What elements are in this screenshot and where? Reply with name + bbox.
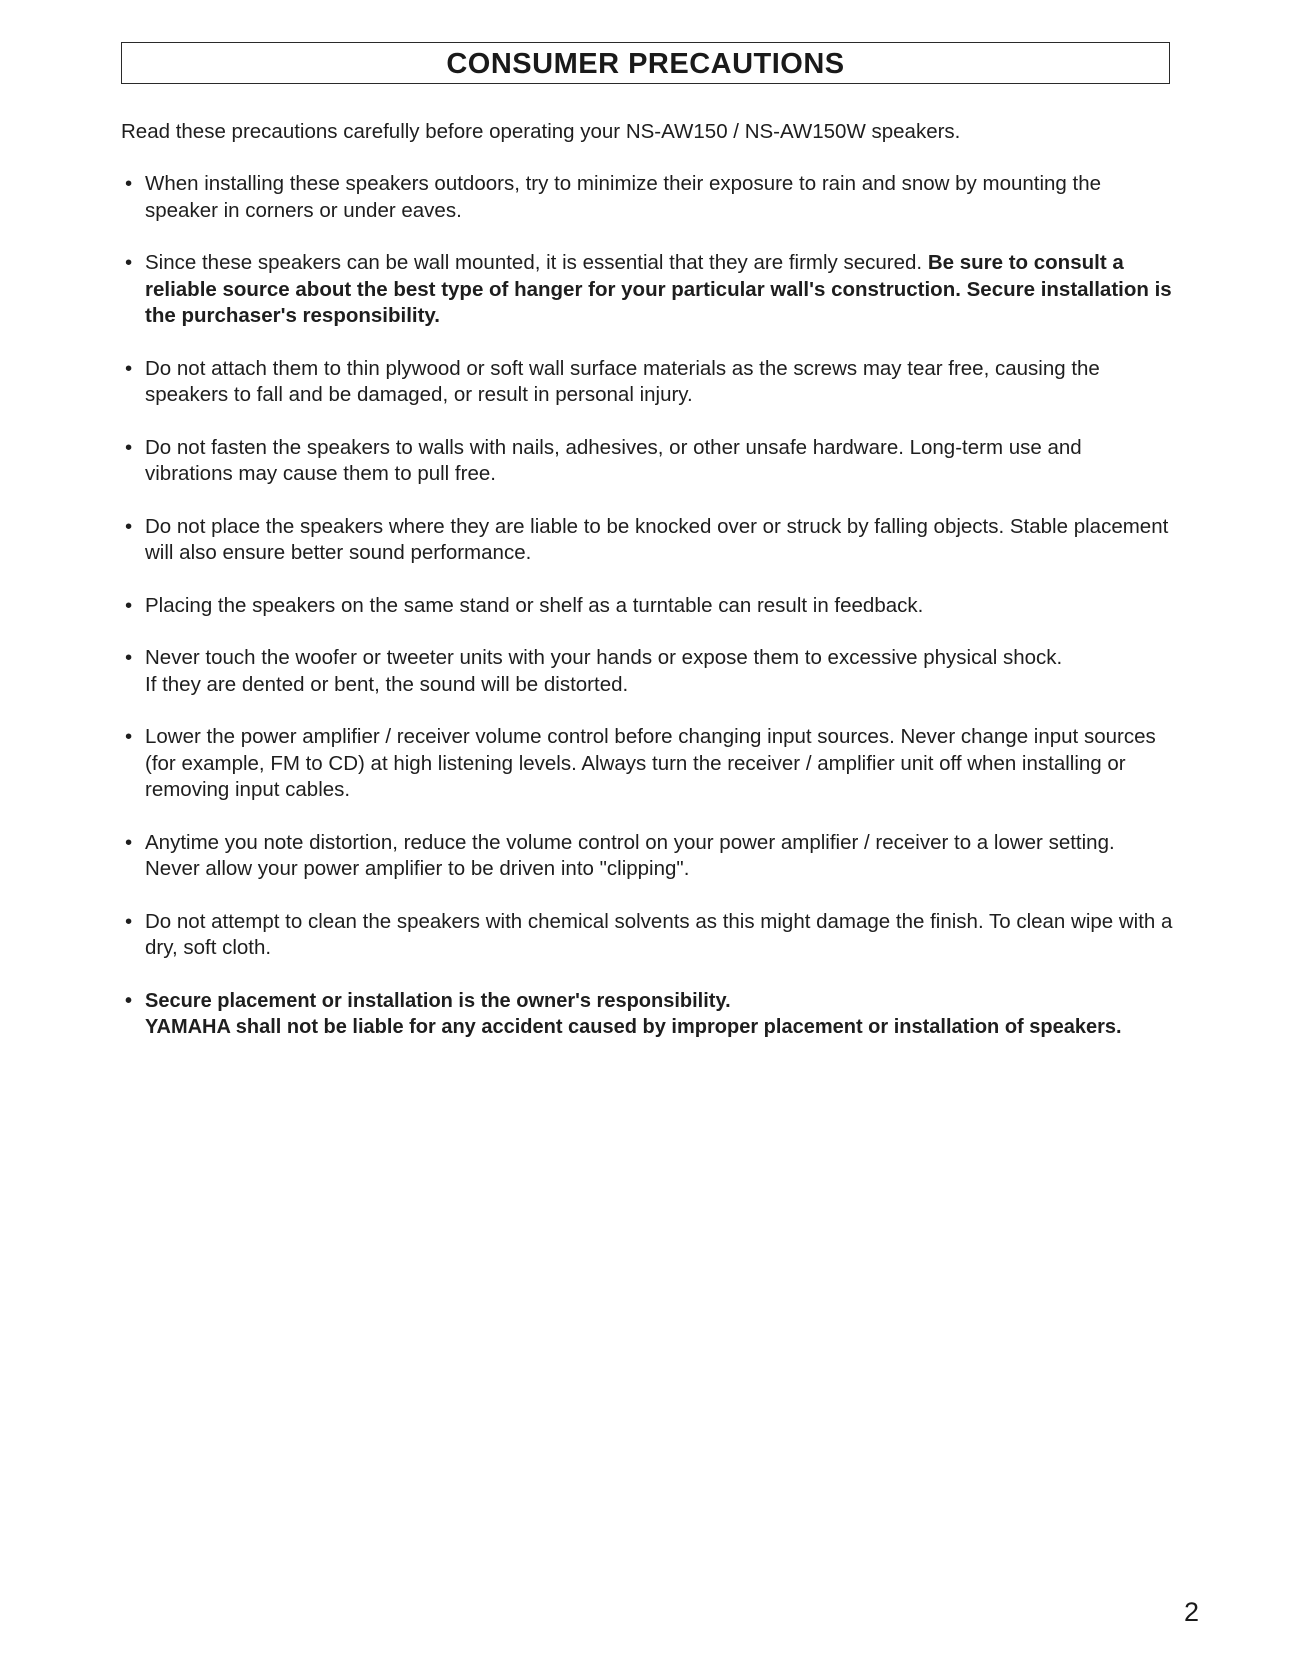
bullet: • [125,989,133,1012]
list-item [125,724,1190,804]
item-text: Since these speakers can be wall mounted, it is essential that they are firmly secured. [145,251,928,274]
list-item [125,171,1175,224]
bullet: • [125,356,133,380]
list-item [125,514,1175,567]
list-item [125,830,1175,883]
item-text: Do not fasten the speakers to walls with nails, adhesives, or other unsafe hardware. Long-term use and vibrations may cause them to pull free. [145,435,1082,485]
item-text: Never touch the woofer or tweeter units with your hands or expose them to excessive physical shock. [145,646,1063,669]
bullet: • [125,251,133,274]
bullet: • [125,514,133,538]
bullet: • [125,725,133,748]
item-text: Placing the speakers on the same stand or shelf as a turntable can result in feedback. [145,593,924,617]
list-item [125,250,1175,330]
bullet: • [125,435,133,459]
bullet: • [125,830,133,854]
list-item [125,356,1175,409]
list-item [125,645,1245,698]
page-number: 2 [1184,1597,1200,1627]
intro-paragraph: Read these precautions carefully before operating your NS-AW150 / NS-AW150W speakers. [121,120,961,143]
bullet: • [125,172,133,195]
precautions-list [125,171,1235,1067]
bullet: • [125,909,133,933]
item-text: Secure placement or installation is the owner's responsibility. [145,989,731,1012]
bullet: • [125,593,133,617]
bullet: • [125,646,133,669]
item-text: Do not place the speakers where they are liable to be knocked over or struck by falling objects. Stable placement will also ensure better sound performance. [145,514,1169,564]
item-text-line2: If they are dented or bent, the sound will be distorted. [145,672,629,696]
list-item [125,988,1285,1041]
item-text-line2: YAMAHA shall not be liable for any accident caused by improper placement or installation of speakers. [145,1016,1122,1038]
page-title: CONSUMER PRECAUTIONS [446,47,845,80]
item-text: Do not attempt to clean the speakers with chemical solvents as this might damage the finish. To clean wipe with a dry, soft cloth. [145,909,1173,959]
item-bold-text: Be sure to consult a reliable source about the best type of hanger for your particular wall's construction. Secure installation is the purchaser's responsibility. [145,251,1172,327]
item-text: Lower the power amplifier / receiver volume control before changing input sources. Never change input sources (for example, FM to CD) at high listening levels. Always turn the receiver / amplifier unit off when installing or removing input cables. [145,725,1156,801]
item-text: Anytime you note distortion, reduce the volume control on your power amplifier / receiver to a lower setting. Never allow your power amplifier to be driven into "clipping". [145,830,1115,880]
list-item [125,593,1175,620]
item-text: When installing these speakers outdoors, try to minimize their exposure to rain and snow by mounting the speaker in corners or under eaves. [145,172,1102,222]
list-item [125,909,1175,962]
item-text: Do not attach them to thin plywood or soft wall surface materials as the screws may tear free, causing the speakers to fall and be damaged, or result in personal injury. [145,356,1100,406]
list-item [125,435,1155,488]
title-box [121,42,1170,84]
